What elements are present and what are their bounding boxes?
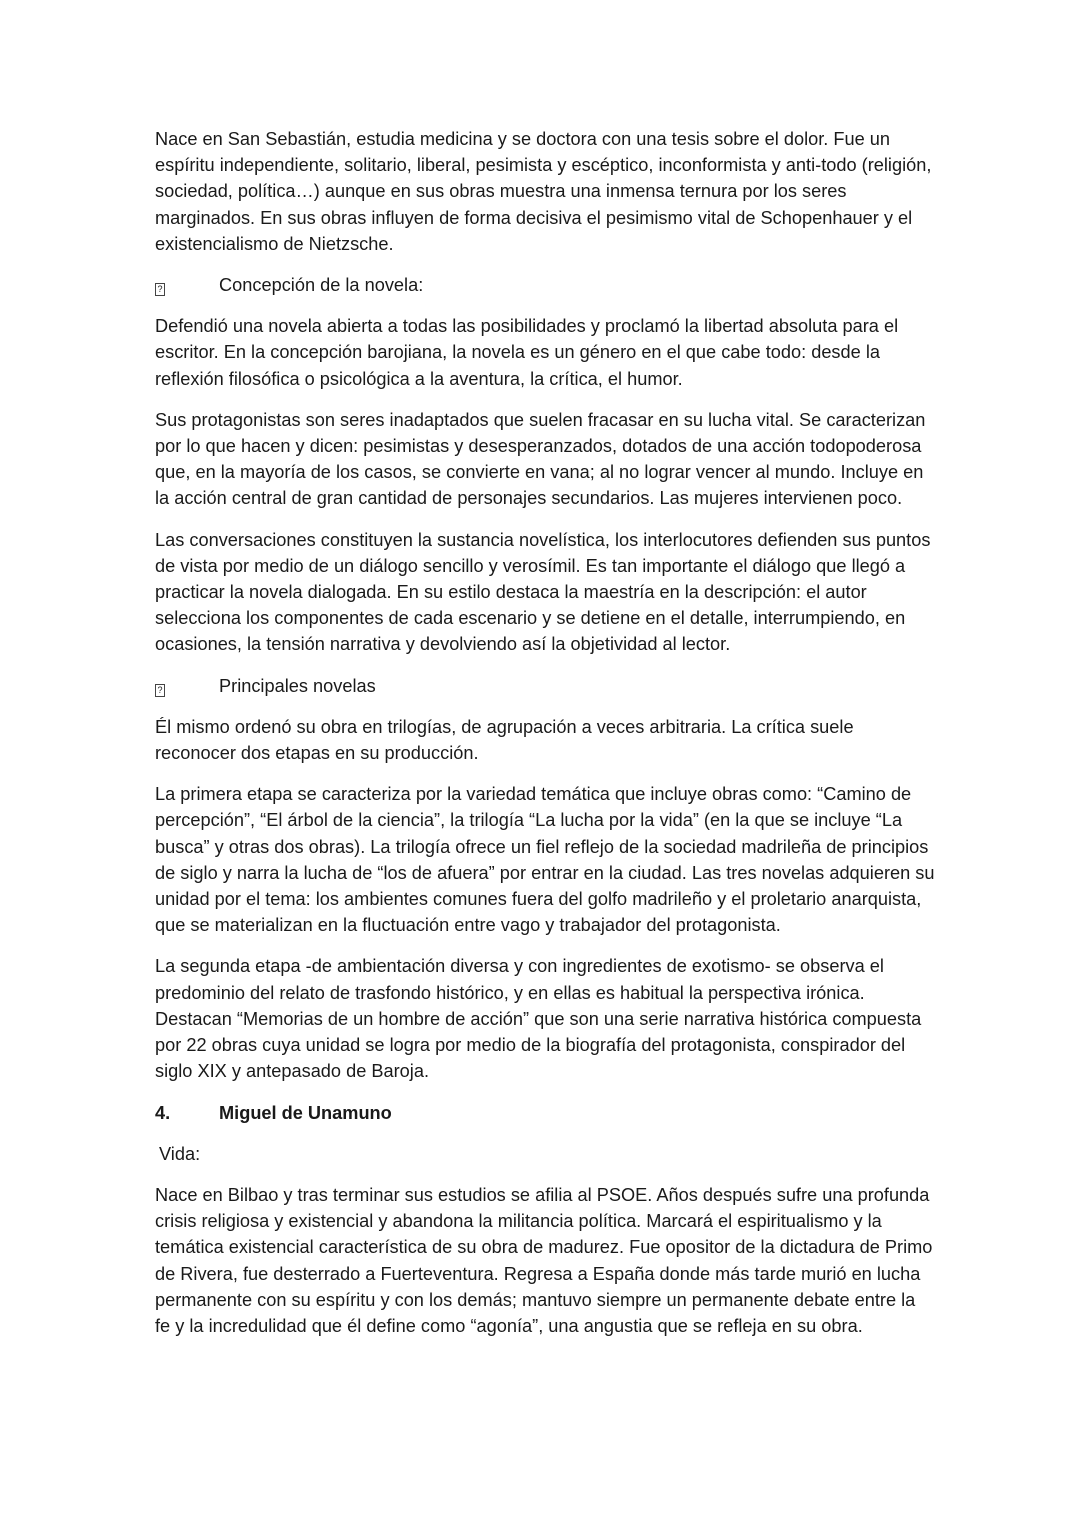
- paragraph-baroja-biography: Nace en San Sebastián, estudia medicina y se doctora con una tesis sobre el dolor. Fue un espíritu independiente, solitario, liberal, pesimista y escéptico, inconformista y anti-todo (religión, sociedad, política…) aunque en sus obras muestra una inmensa ternura por los seres marginados. En sus obras influyen de forma decisiva el pesimismo vital de Schopenhauer y el existencialismo de Nietzsche.: [155, 129, 932, 254]
- paragraph-novelas-3: La segunda etapa -de ambientación diversa y con ingredientes de exotismo- se observa el predominio del relato de trasfondo histórico, y en ellas es habitual la perspectiva irónica. Destacan “Memorias de un hombre de acción” que son una serie narrativa histórica compuesta por 22 obras cuya unidad se logra por medio de la biografía del protagonista, conspirador del siglo XIX y antepasado de Baroja.: [155, 956, 922, 1082]
- paragraph-concepcion-2: Sus protagonistas son seres inadaptados que suelen fracasar en su lucha vital. Se caracterizan por lo que hacen y dicen: pesimistas y desesperanzados, dotados de una acción todopoderosa que, en la mayoría de los casos, se convierte en vana; al no lograr vencer al mundo. Incluye en la acción central de gran cantidad de personajes secundarios. Las mujeres intervienen poco.: [155, 409, 926, 509]
- paragraph-novelas-1: Él mismo ordenó su obra en trilogías, de agrupación a veces arbitraria. La crítica suele reconocer dos etapas en su producción.: [155, 716, 854, 764]
- subheading-novelas: [155, 673, 935, 699]
- section-number: 4.: [155, 1102, 171, 1123]
- paragraph-concepcion-3: Las conversaciones constituyen la sustancia novelística, los interlocutores defienden sus puntos de vista por medio de un diálogo sencillo y verosímil. Es tan importante el diálogo que llegó a practicar la novela dialogada. En su estilo destaca la maestría en la descripción: el autor selecciona los componentes de cada escenario y se detiene en el detalle, interrumpiendo, en ocasiones, la tensión narrativa y devolviendo así la objetividad al lector.: [155, 529, 931, 655]
- section-heading-unamuno: [155, 1100, 935, 1126]
- paragraph-concepcion-1: Defendió una novela abierta a todas las posibilidades y proclamó la libertad absoluta para el escritor. En la concepción barojiana, la novela es un género en el que cabe todo: desde la reflexión filosófica o psicológica a la aventura, la crítica, el humor.: [155, 316, 899, 389]
- paragraph-novelas-2: La primera etapa se caracteriza por la variedad temática que incluye obras como: “Camino de percepción”, “El árbol de la ciencia”, la trilogía “La lucha por la vida” (en la que se incluye “La busca” y otras dos obras). La trilogía ofrece un fiel reflejo de la sociedad madrileña de principios de siglo y narra la lucha de “los de afuera” por entrar en la ciudad. Las tres novelas adquieren su unidad por el tema: los ambientes comunes fuera del golfo madrileño y el proletario anarquista, que se materializan en la fluctuación entre vago y trabajador del protagonista.: [155, 784, 935, 936]
- subheading-vida: Vida:: [159, 1143, 201, 1164]
- subheading-novelas-label: Principales novelas: [219, 675, 376, 696]
- document-page: [155, 126, 935, 1354]
- paragraph-unamuno-biography: Nace en Bilbao y tras terminar sus estudios se afilia al PSOE. Años después sufre una profunda crisis religiosa y existencial y abandona la militancia política. Marcará el espiritualismo y la temática existencial característica de su obra de madurez. Fue opositor de la dictadura de Primo de Rivera, fue desterrado a Fuerteventura. Regresa a España donde más tarde murió en lucha permanente con su espíritu y con los demás; mantuvo siempre un permanente debate entre la fe y la incredulidad que él define como “agonía”, una angustia que se refleja en su obra.: [155, 1184, 933, 1336]
- subheading-concepcion-label: Concepción de la novela:: [219, 275, 424, 296]
- section-title: Miguel de Unamuno: [219, 1102, 392, 1123]
- missing-glyph-icon: ?: [155, 684, 165, 697]
- subheading-concepcion: [155, 272, 935, 298]
- missing-glyph-icon: ?: [155, 283, 165, 296]
